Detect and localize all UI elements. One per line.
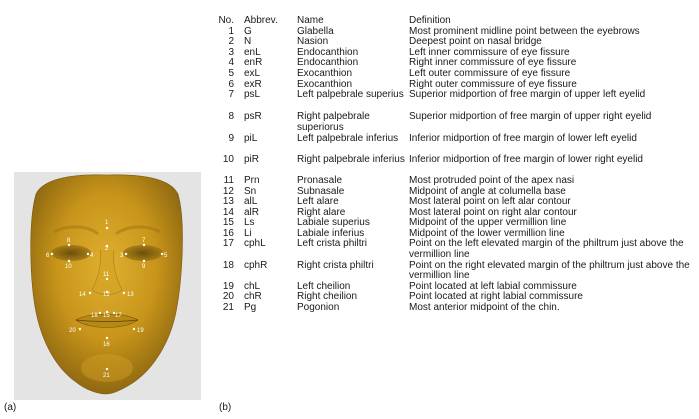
landmark-label-11: 11 — [103, 272, 110, 278]
cell-no: 2 — [228, 36, 234, 48]
table-row — [207, 134, 697, 155]
landmark-label-9: 9 — [142, 264, 146, 270]
landmark-dot-18 — [99, 312, 101, 314]
cell-no: 21 — [222, 302, 234, 314]
cell-name: Nasion — [297, 36, 329, 48]
cell-name: Endocanthion — [297, 46, 359, 58]
cell-abbrev: chL — [244, 280, 261, 292]
cell-abbrev: alR — [244, 206, 260, 218]
cell-name: Right palpebrale inferius — [297, 153, 405, 165]
cell-name: Labiale inferius — [297, 227, 365, 239]
landmark-dot-7 — [143, 244, 145, 246]
cell-abbrev: piR — [244, 153, 260, 165]
landmark-dot-19 — [133, 328, 135, 330]
table-row — [207, 261, 697, 282]
header-definition: Definition — [409, 15, 451, 26]
table-row — [207, 69, 697, 80]
cell-abbrev: cphR — [244, 259, 268, 271]
landmark-label-7: 7 — [142, 238, 146, 244]
landmark-label-16: 16 — [103, 342, 110, 348]
cell-no: 7 — [228, 89, 234, 101]
cell-definition: Superior midportion of free margin of upper left eyelid — [409, 89, 646, 101]
cell-no: 9 — [228, 132, 234, 144]
cell-abbrev: exL — [244, 67, 261, 79]
landmark-dot-13 — [123, 292, 125, 294]
table-row — [207, 155, 697, 176]
landmark-label-21: 21 — [103, 373, 110, 379]
landmark-dot-14 — [89, 292, 91, 294]
landmark-dot-3 — [125, 253, 127, 255]
left-eye-socket — [51, 245, 91, 261]
face-model-figure — [14, 172, 201, 400]
landmark-table — [207, 16, 697, 314]
cell-name: Left palpebrale superius — [297, 89, 404, 101]
cell-definition: Most anterior midpoint of the chin. — [409, 302, 560, 314]
cell-definition: Inferior midportion of free margin of lower right eyelid — [409, 153, 643, 165]
cell-no: 16 — [222, 227, 234, 239]
cell-no: 20 — [222, 291, 234, 303]
table-row — [207, 90, 697, 111]
landmark-dot-5 — [161, 253, 163, 255]
cell-abbrev: enR — [244, 57, 263, 69]
cell-no: 3 — [228, 46, 234, 58]
header-abbrev: Abbrev. — [244, 15, 278, 26]
cell-no: 19 — [222, 280, 234, 292]
cell-definition: Most lateral point on right alar contour — [409, 206, 577, 218]
cell-abbrev: alL — [244, 196, 258, 208]
cell-name: Exocanthion — [297, 67, 353, 79]
landmark-dot-8 — [68, 244, 70, 246]
cell-definition: Most lateral point on left alar contour — [409, 196, 571, 208]
landmark-dot-21 — [106, 368, 108, 370]
cell-no: 5 — [228, 67, 234, 79]
cell-name: Left palpebrale inferius — [297, 132, 399, 144]
cell-name: Labiale superius — [297, 217, 370, 229]
cell-no: 18 — [222, 259, 234, 271]
cell-name: Right cheilion — [297, 291, 358, 303]
cell-definition: Right outer commissure of eye fissure — [409, 78, 577, 90]
cell-name: Endocanthion — [297, 57, 359, 69]
cell-abbrev: chR — [244, 291, 262, 303]
cell-definition: Midpoint of angle at columella base — [409, 185, 566, 197]
landmark-dot-11 — [106, 278, 108, 280]
cell-definition: Superior midportion of free margin of upper right eyelid — [409, 111, 652, 123]
cell-no: 6 — [228, 78, 234, 90]
cell-definition: Point located at right labial commissure — [409, 291, 583, 303]
table-row — [207, 112, 697, 133]
cell-no: 8 — [228, 111, 234, 123]
cell-name: Subnasale — [297, 185, 345, 197]
face-model-svg — [14, 172, 201, 400]
caption-a: (a) — [4, 402, 17, 413]
landmark-label-2: 2 — [105, 246, 109, 252]
header-name: Name — [297, 15, 324, 26]
table-row — [207, 239, 697, 260]
cell-name: Right palpebrale superiorus — [297, 111, 370, 133]
landmark-label-4: 4 — [90, 253, 94, 259]
cell-name: Left crista philtri — [297, 238, 368, 250]
cell-no: 11 — [223, 174, 234, 186]
cell-no: 17 — [222, 238, 234, 250]
cell-name: Right alare — [297, 206, 346, 218]
landmark-label-1: 1 — [105, 220, 109, 226]
landmark-dot-1 — [106, 227, 108, 229]
cell-abbrev: cphL — [244, 238, 266, 250]
landmark-label-5: 5 — [164, 253, 168, 259]
cell-definition: Left outer commissure of eye fissure — [409, 67, 571, 79]
cell-no: 1 — [228, 25, 234, 37]
landmark-label-20: 20 — [69, 328, 76, 334]
header-no: No. — [218, 15, 234, 26]
landmark-dot-6 — [51, 253, 53, 255]
table-row — [207, 303, 697, 314]
cell-definition: Point on the right elevated margin of the philtrum just above the vermillion line — [409, 259, 690, 282]
cell-abbrev: G — [244, 25, 252, 37]
cell-name: Right crista philtri — [297, 259, 374, 271]
landmark-label-10: 10 — [65, 264, 72, 270]
landmark-label-19: 19 — [137, 328, 144, 334]
cell-definition: Most protruded point of the apex nasi — [409, 174, 575, 186]
cell-no: 4 — [228, 57, 234, 69]
landmark-label-13: 13 — [127, 292, 134, 298]
landmark-label-18: 18 — [91, 313, 98, 319]
landmark-dot-10 — [68, 260, 70, 262]
cell-no: 15 — [222, 217, 234, 229]
cell-definition: Deepest point on nasal bridge — [409, 36, 542, 48]
cell-no: 10 — [222, 153, 234, 165]
cell-abbrev: psL — [244, 89, 261, 101]
cell-name: Pronasale — [297, 174, 343, 186]
landmark-label-6: 6 — [46, 253, 50, 259]
cell-abbrev: psR — [244, 111, 262, 123]
cell-definition: Point located at left labial commissure — [409, 280, 577, 292]
cell-name: Pogonion — [297, 302, 340, 314]
landmark-label-8: 8 — [67, 238, 71, 244]
table-row — [207, 176, 697, 187]
table-body — [207, 27, 697, 314]
right-eye-socket — [123, 245, 163, 261]
cell-name: Left cheilion — [297, 280, 351, 292]
cell-abbrev: Sn — [244, 185, 257, 197]
cell-no: 12 — [222, 185, 234, 197]
cell-no: 13 — [222, 196, 234, 208]
landmark-label-17: 17 — [115, 313, 122, 319]
cell-name: Exocanthion — [297, 78, 353, 90]
cell-name: Left alare — [297, 196, 339, 208]
cell-no: 14 — [222, 206, 234, 218]
landmark-label-3: 3 — [120, 253, 124, 259]
cell-definition: Most prominent midline point between the eyebrows — [409, 25, 640, 37]
landmark-label-15: 15 — [103, 313, 110, 319]
cell-abbrev: exR — [244, 78, 262, 90]
cell-definition: Right inner commissure of eye fissure — [409, 57, 577, 69]
landmark-dot-20 — [79, 328, 81, 330]
landmark-label-12: 12 — [103, 292, 110, 298]
cell-definition: Point on the left elevated margin of the philtrum just above the vermillion line — [409, 238, 684, 261]
cell-abbrev: enL — [244, 46, 261, 58]
cell-abbrev: Pg — [244, 302, 257, 314]
caption-b: (b) — [219, 402, 232, 413]
landmark-dot-16 — [106, 337, 108, 339]
cell-name: Glabella — [297, 25, 334, 37]
cell-abbrev: Li — [244, 227, 252, 239]
landmark-label-14: 14 — [79, 292, 86, 298]
cell-abbrev: Prn — [244, 174, 260, 186]
cell-abbrev: piL — [244, 132, 258, 144]
cell-abbrev: Ls — [244, 217, 255, 229]
cell-abbrev: N — [244, 36, 252, 48]
cell-definition: Midpoint of the upper vermillion line — [409, 217, 567, 229]
cell-definition: Left inner commissure of eye fissure — [409, 46, 570, 58]
landmark-dot-9 — [143, 260, 145, 262]
cell-definition: Inferior midportion of free margin of lower left eyelid — [409, 132, 637, 144]
landmark-dot-4 — [87, 253, 89, 255]
cell-definition: Midpoint of the lower vermillion line — [409, 227, 565, 239]
table-header-row — [207, 16, 697, 27]
